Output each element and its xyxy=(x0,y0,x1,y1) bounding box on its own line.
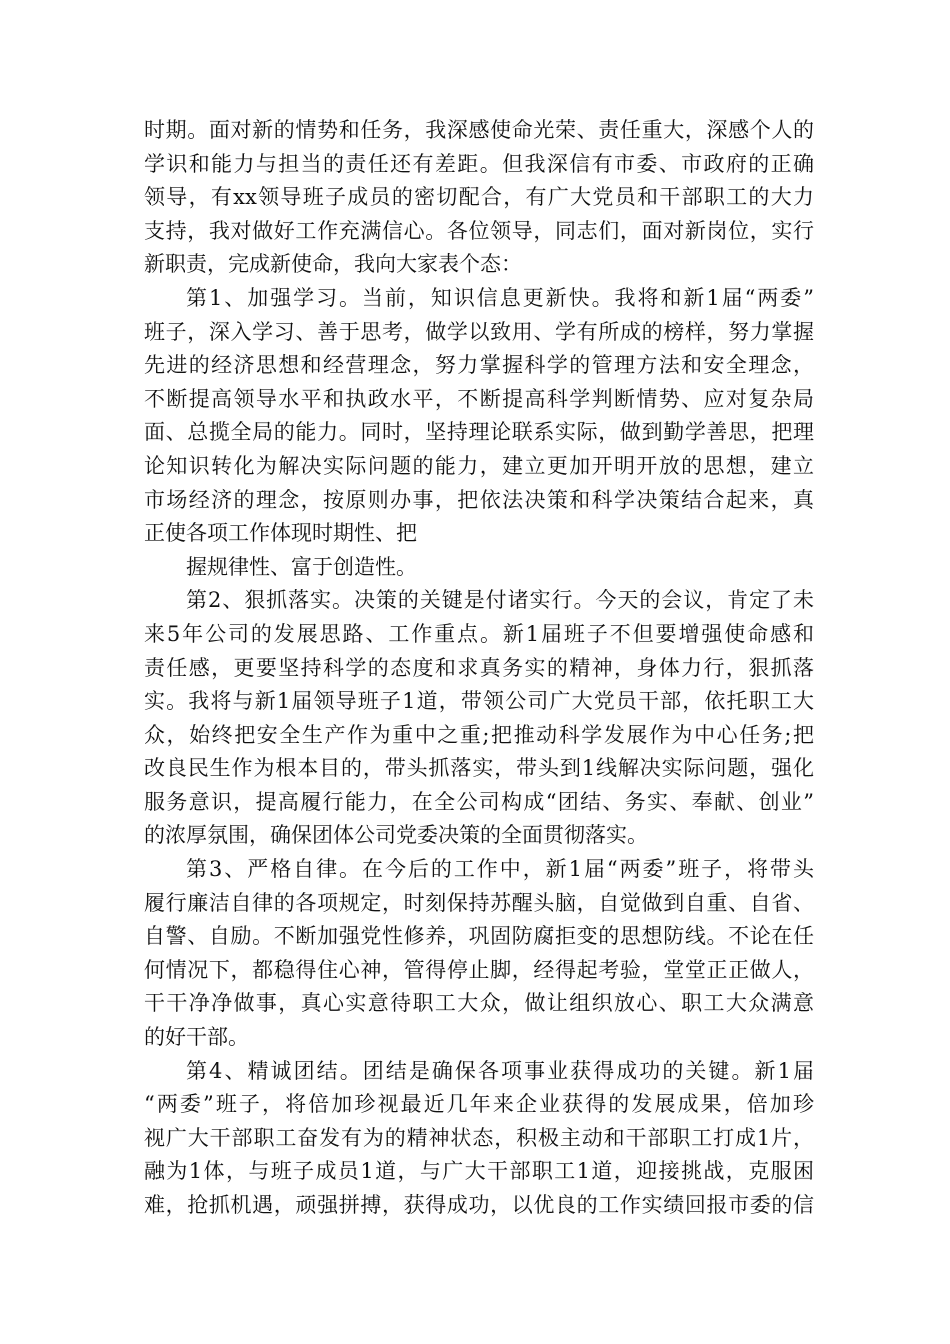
text-line: 领导，有xx领导班子成员的密切配合，有广大党员和干部职工的大力 xyxy=(144,185,814,210)
text-line: 第4、精诚团结。团结是确保各项事业获得成功的关键。新1届 xyxy=(186,1058,814,1083)
text-line: 学识和能力与担当的责任还有差距。但我深信有市委、市政府的正确 xyxy=(144,151,814,176)
text-line: 先进的经济思想和经营理念，努力掌握科学的管理方法和安全理念， xyxy=(144,353,814,378)
text-line: 履行廉洁自律的各项规定，时刻保持苏醒头脑，自觉做到自重、自省、 xyxy=(144,890,814,915)
text-line: 市场经济的理念，按原则办事，把依法决策和科学决策结合起来，真 xyxy=(144,487,814,512)
text-line: 难，抢抓机遇，顽强拼搏，获得成功，以优良的工作实绩回报市委的信 xyxy=(144,1193,814,1217)
text-line: 视广大干部职工奋发有为的精神状态，积极主动和干部职工打成1片， xyxy=(144,1125,814,1150)
text-line: 何情况下，都稳得住心神，管得停止脚，经得起考验，堂堂正正做人， xyxy=(144,957,814,982)
text-line: 支持，我对做好工作充满信心。各位领导，同志们，面对新岗位，实行 xyxy=(144,218,814,243)
text-line: 论知识转化为解决实际问题的能力，建立更加开明开放的思想，建立 xyxy=(144,453,814,478)
text-line: 众，始终把安全生产作为重中之重;把推动科学发展作为中心任务;把 xyxy=(144,722,814,747)
text-line: 新职责，完成新使命，我向大家表个态： xyxy=(144,252,522,277)
text-line: 第1、加强学习。当前，知识信息更新快。我将和新1届“两委” xyxy=(186,285,814,310)
text-line: 的好干部。 xyxy=(144,1025,249,1050)
text-line: 正使各项工作体现时期性、把 xyxy=(144,521,417,546)
text-line: 自警、自励。不断加强党性修养，巩固防腐拒变的思想防线。不论在任 xyxy=(144,924,814,949)
text-line: 不断提高领导水平和执政水平，不断提高科学判断情势、应对复杂局 xyxy=(144,386,814,411)
text-line: 服务意识，提高履行能力，在全公司构成“团结、务实、奉献、创业” xyxy=(144,789,814,814)
text-line: 责任感，更要坚持科学的态度和求真务实的精神，身体力行，狠抓落 xyxy=(144,655,814,680)
text-line: 班子，深入学习、善于思考，做学以致用、学有所成的榜样，努力掌握 xyxy=(144,319,814,344)
text-line: 握规律性、富于创造性。 xyxy=(186,554,417,579)
text-line: 面、总揽全局的能力。同时，坚持理论联系实际，做到勤学善思，把理 xyxy=(144,420,814,445)
document-body xyxy=(144,114,814,1223)
text-line: 第2、狠抓落实。决策的关键是付诸实行。今天的会议，肯定了未 xyxy=(186,588,814,613)
text-line: 来5年公司的发展思路、工作重点。新1届班子不但要增强使命感和 xyxy=(144,621,814,646)
text-line: 改良民生作为根本目的，带头抓落实，带头到1线解决实际问题，强化 xyxy=(144,756,814,781)
text-line: 第3、严格自律。在今后的工作中，新1届“两委”班子，将带头 xyxy=(186,857,814,882)
text-line: “两委”班子，将倍加珍视最近几年来企业获得的发展成果，倍加珍 xyxy=(144,1092,814,1117)
text-line: 的浓厚氛围，确保团体公司党委决策的全面贯彻落实。 xyxy=(144,823,648,848)
text-line: 时期。面对新的情势和任务，我深感使命光荣、责任重大，深感个人的 xyxy=(144,118,814,142)
text-line: 实。我将与新1届领导班子1道，带领公司广大党员干部，依托职工大 xyxy=(144,689,814,714)
text-line: 干干净净做事，真心实意待职工大众，做让组织放心、职工大众满意 xyxy=(144,991,814,1016)
text-line: 融为1体，与班子成员1道，与广大干部职工1道，迎接挑战，克服困 xyxy=(144,1159,814,1184)
